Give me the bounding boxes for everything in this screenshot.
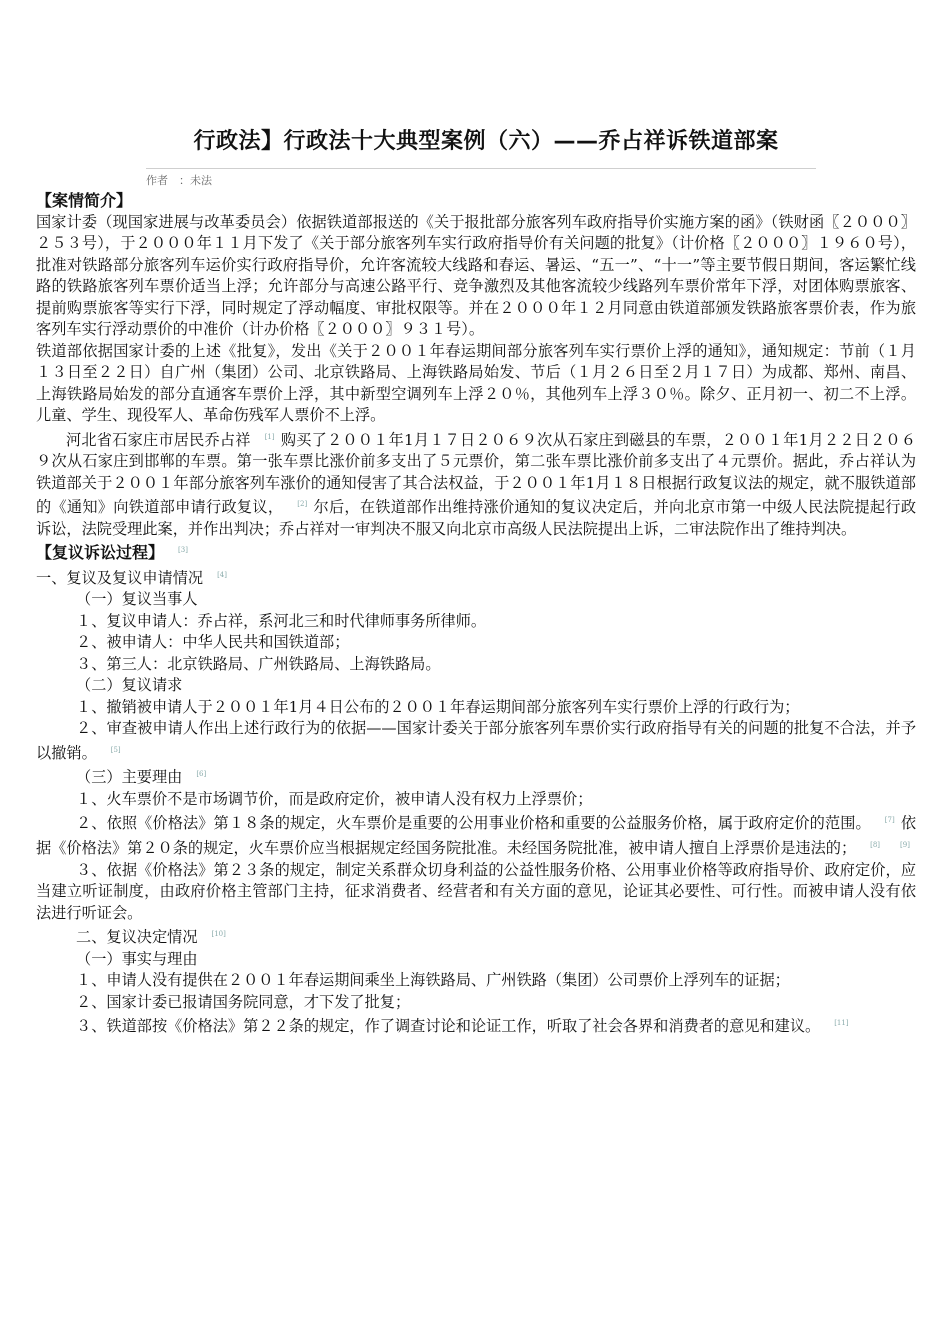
subheading: 二、复议决定情况 [10] xyxy=(36,924,916,949)
list-item: ２、审查被申请人作出上述行政行为的依据——国家计委关于部分旅客列车票价实行政府指导有关的问题的批复不合法，并予以撤销。 [5] xyxy=(36,719,916,762)
footnote-ref[interactable]: [4] xyxy=(217,570,227,579)
footnote-ref[interactable]: [6] xyxy=(196,770,207,779)
list-item: ２、国家计委已报请国务院同意，才下发了批复； xyxy=(76,992,411,1011)
subheading: 一、复议及复议申请情况 [4] xyxy=(36,565,916,590)
footnote-ref[interactable]: [7] xyxy=(884,816,895,825)
list-item: １、火车票价不是市场调节价，而是政府定价，被申请人没有权力上浮票价； xyxy=(76,789,593,808)
footnote-ref[interactable]: [5] xyxy=(110,745,121,754)
paragraph: 河北省石家庄市居民乔占祥 [1] 购买了２００１年1月１７日２０６９次从石家庄到磁县的车票，２００１年1月２２日２０６９次从石家庄到邯郸的车票。第一张车票比涨价前多支出了５元票价，第二张车票比涨价前多支出了４元票价。据此，乔占祥认为铁道部关于２００１年部分旅客列车涨价的通知侵害了其合法权益，于２００１年1月１８日根据行政复议法的规定，就不服铁道部的《通知》向铁道部申请行政复议， [2] 尔后，在铁道部作出维持涨价通知的复议决定后，并向北京市第一中级人民法院提起行政诉讼，法院受理此案，并作出判决；乔占祥对一审判决不服又向北京市高级人民法院提出上诉，二审法院作出了维持判决。 xyxy=(36,430,917,538)
paragraph: 铁道部依据国家计委的上述《批复》，发出《关于２００１年春运期间部分旅客列车实行票价上浮的通知》，通知规定：节前（１月１３日至２２日）自广州（集团）公司、北京铁路局、上海铁路局始发、节后（１月２６日至２月１７日）为成都、郑州、南昌、上海铁路局始发的部分直通客车票价上浮，其中新型空调列车上浮２０％，其他列车上浮３０％。除夕、正月初一、初二不上浮。儿童、学生、现役军人、革命伤残军人票价不上浮。 xyxy=(36,341,916,424)
list-item: １、复议申请人：乔占祥，系河北三和时代律师事务所律师。 xyxy=(76,611,487,630)
list-item: ３、第三人：北京铁路局、广州铁路局、上海铁路局。 xyxy=(76,654,441,673)
footnote-ref[interactable]: [8] xyxy=(870,840,881,849)
paragraph: 国家计委（现国家进展与改革委员会）依据铁道部报送的《关于报批部分旅客列车政府指导价实施方案的函》（铁财函〖２０００〗２５３号），于２０００年１１月下发了《关于部分旅客列车实行政府指导价有关问题的批复》（计价格〖２０００〗１９６０号），批准对铁路部分旅客列车运价实行政府指导价，允许客流较大线路和春运、暑运、“五一”、“十一”等主要节假日期间，客运繁忙线路的铁路旅客列车票价适当上浮；允许部分与高速公路平行、竞争激烈及其他客流较少线路列车票价常年下浮，对团体购票旅客、提前购票旅客等实行下浮，同时规定了浮动幅度、审批权限等。并在２０００年１２月同意由铁道部颁发铁路旅客票价表，作为旅客列车实行浮动票价的中准价（计办价格〖２０００〗９３１号）。 xyxy=(36,212,916,338)
footnote-ref[interactable]: [10] xyxy=(211,930,226,938)
footnote-ref[interactable]: [1] xyxy=(264,432,275,441)
document-body xyxy=(36,190,916,1038)
document-title: 行政法】行政法十大典型案例（六）——乔占祥诉铁道部案 xyxy=(193,129,779,154)
section-heading-intro: 【案情简介】 xyxy=(36,191,133,210)
subheading: （一）事实与理由 xyxy=(76,949,198,968)
subheading: （二）复议请求 xyxy=(76,676,183,695)
subheading: （一）复议当事人 xyxy=(76,590,198,609)
footnote-ref[interactable]: [2] xyxy=(297,500,308,509)
list-item: ３、铁道部按《价格法》第２２条的规定，作了调查讨论和论证工作，听取了社会各界和消费者的意见和建议。 [11] xyxy=(36,1013,916,1038)
footnote-ref[interactable]: [9] xyxy=(900,840,910,849)
section-heading-process: 【复议诉讼过程】 [3] xyxy=(36,540,916,565)
author-line: 作者 ：未法 xyxy=(146,168,816,188)
list-item: ３、依据《价格法》第２３条的规定，制定关系群众切身利益的公益性服务价格、公用事业价格等政府指导价、政府定价，应当建立听证制度，由政府价格主管部门主持，征求消费者、经营者和有关方面的意见，论证其必要性、可行性。而被申请人没有依法进行听证会。 xyxy=(36,860,916,922)
list-item: １、撤销被申请人于２００１年1月４日公布的２００１年春运期间部分旅客列车实行票价上浮的行政行为； xyxy=(76,697,800,716)
list-item: １、申请人没有提供在２００１年春运期间乘坐上海铁路局、广州铁路（集团）公司票价上浮列车的证据； xyxy=(76,971,790,990)
footnote-ref[interactable]: [11] xyxy=(834,1019,849,1028)
footnote-ref[interactable]: [3] xyxy=(178,546,188,555)
list-item: ２、依照《价格法》第１８条的规定，火车票价是重要的公用事业价格和重要的公益服务价格，属于政府定价的范围。 [7] 依据《价格法》第２０条的规定，火车票价应当根据规定经国务院批准。未经国务院批准，被申请人擅自上浮票价是违法的； [8] [9] xyxy=(36,814,917,857)
list-item: ２、被申请人：中华人民共和国铁道部； xyxy=(76,633,350,652)
subheading: （三）主要理由 [6] xyxy=(36,764,916,789)
